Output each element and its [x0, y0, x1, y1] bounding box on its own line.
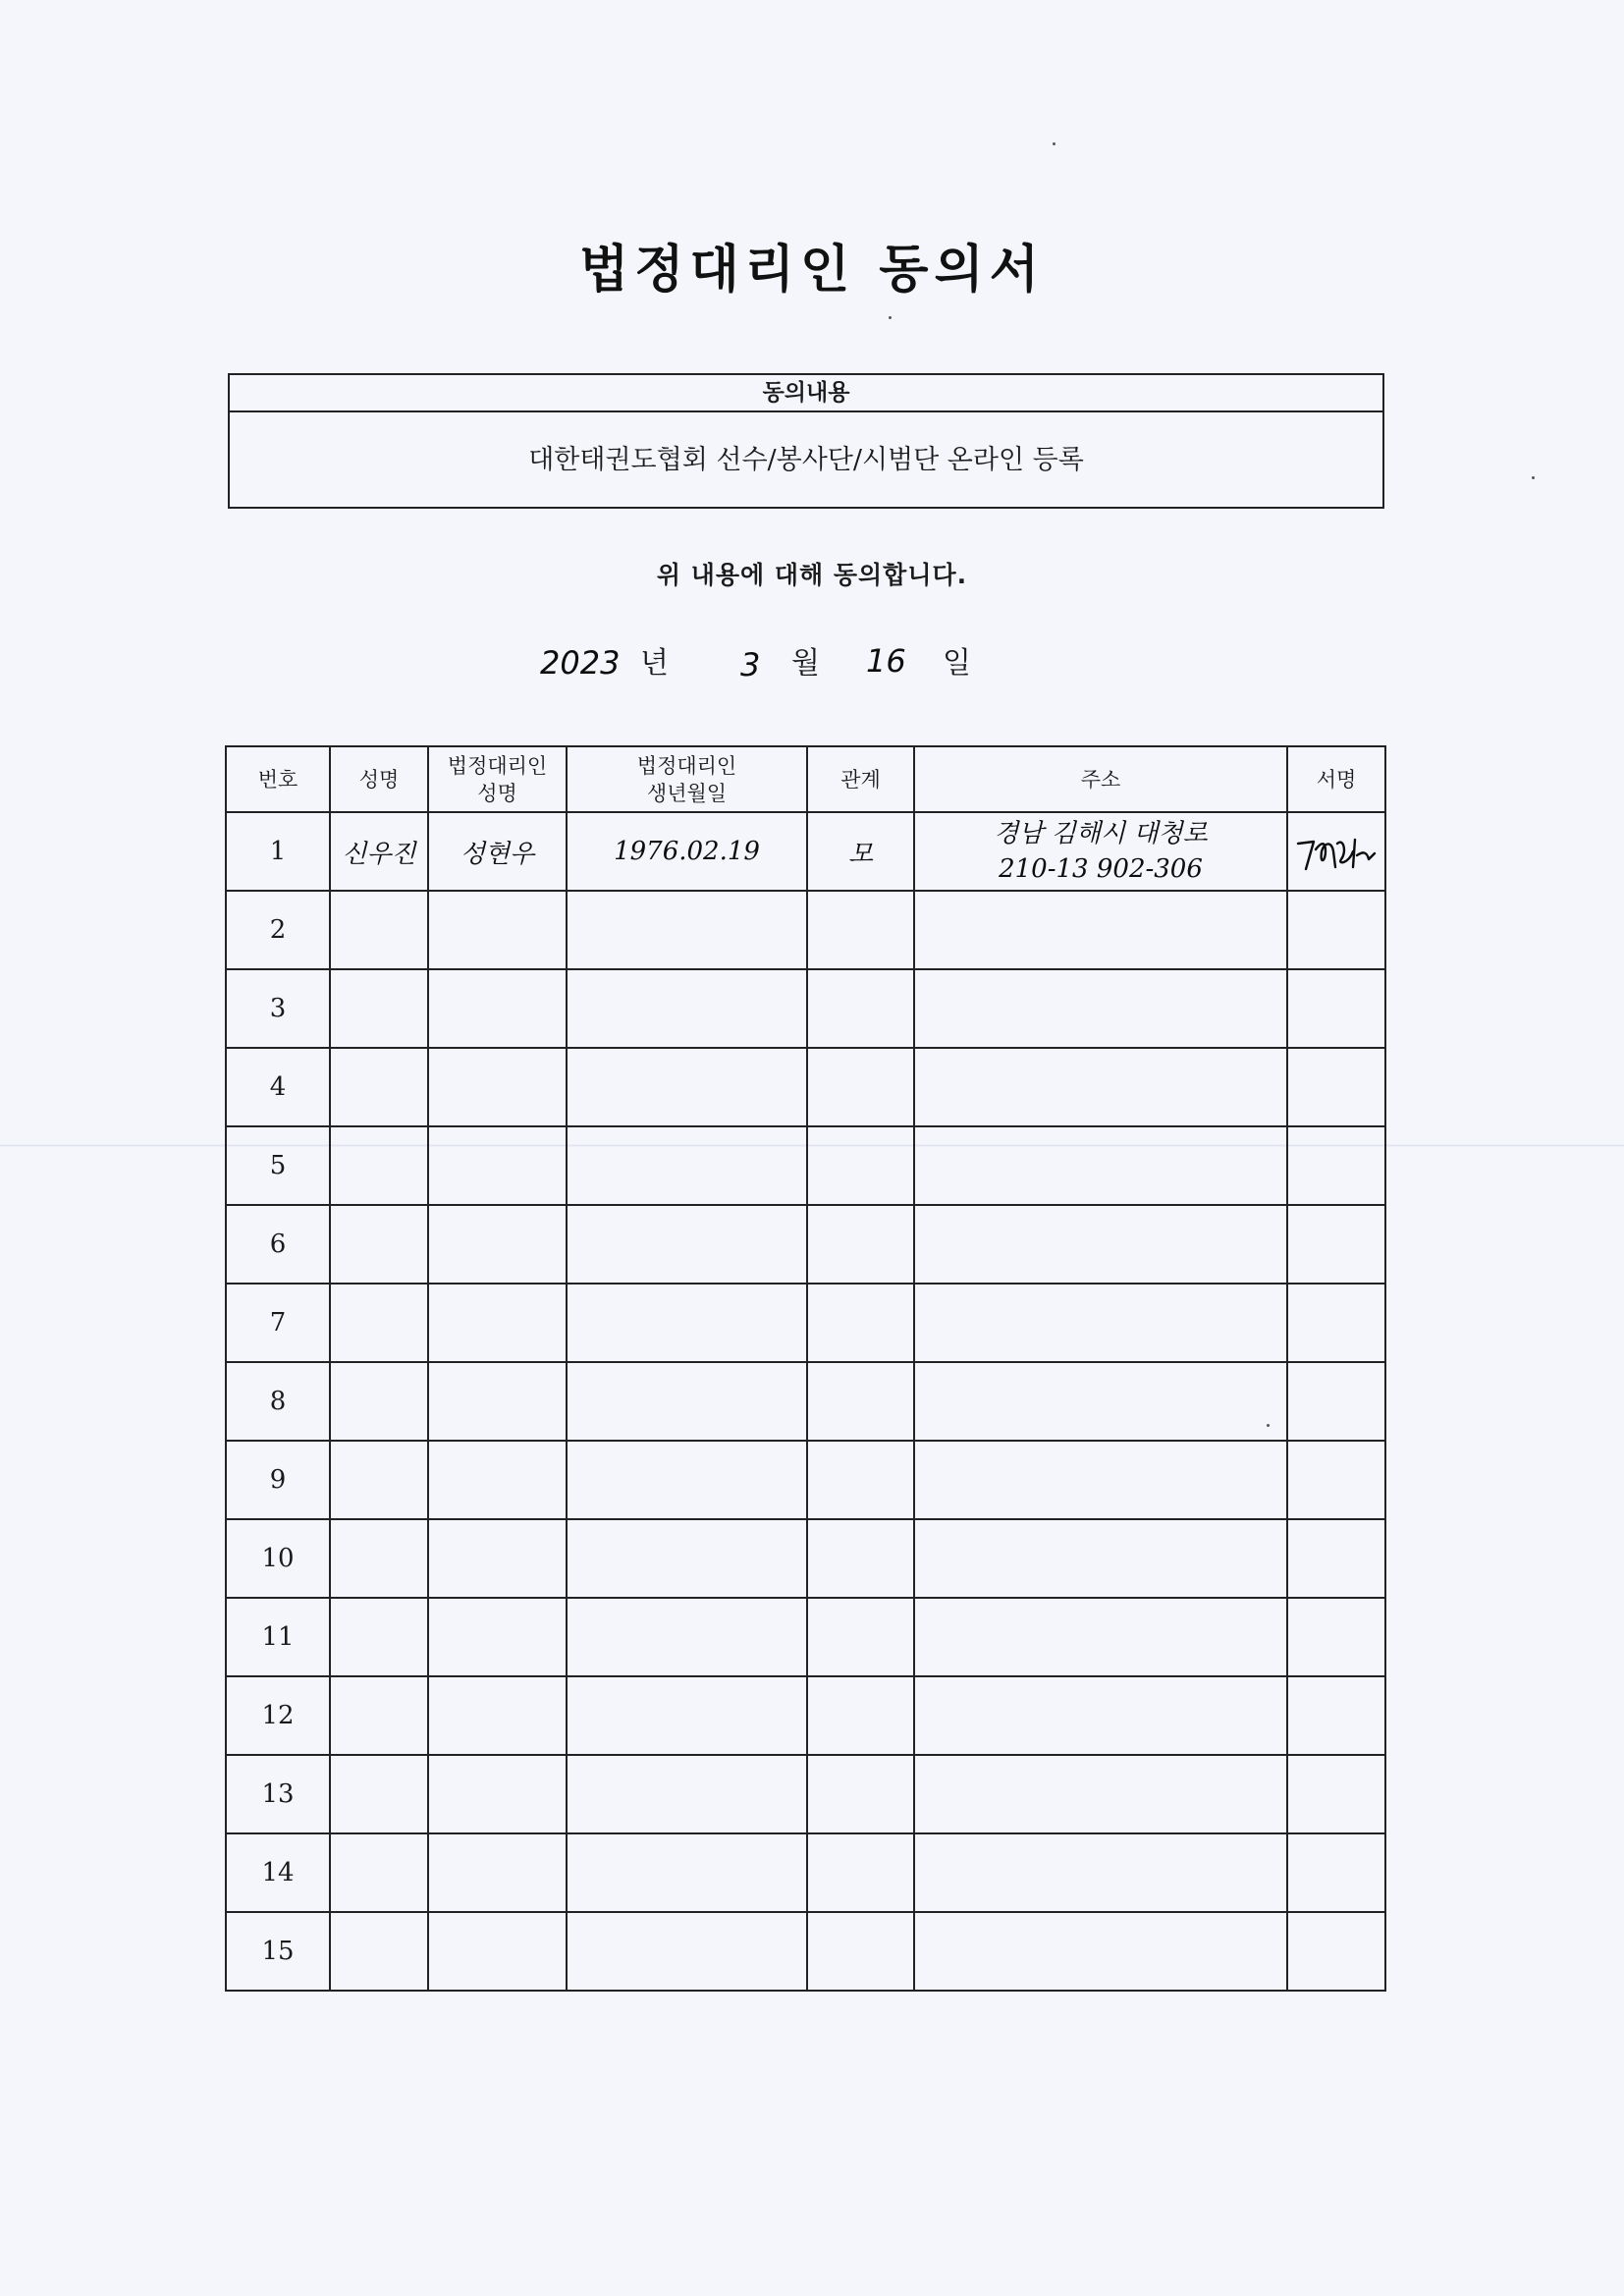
- header-guardian-birth-line1: 법정대리인: [636, 753, 737, 778]
- cell-relation: [807, 1362, 914, 1441]
- date-day-label: 일: [943, 646, 971, 681]
- cell-relation: [807, 1441, 914, 1519]
- cell-no: 2: [226, 891, 330, 969]
- cell-relation: [807, 1912, 914, 1991]
- cell-relation: [807, 1833, 914, 1912]
- cell-name: [330, 891, 428, 969]
- cell-signature: [1287, 1755, 1385, 1833]
- cell-relation: [807, 969, 914, 1048]
- header-signature: [1287, 746, 1385, 812]
- cell-relation: [807, 1519, 914, 1598]
- cell-address: [914, 1833, 1287, 1912]
- scan-speck: [1267, 1424, 1270, 1427]
- header-address-label: 주소: [1080, 767, 1121, 792]
- cell-address: [914, 1048, 1287, 1126]
- header-name: [330, 746, 428, 812]
- header-name-label: 성명: [358, 767, 400, 792]
- table-row: [226, 969, 1385, 1048]
- cell-signature: [1287, 1598, 1385, 1676]
- cell-no: 15: [226, 1912, 330, 1991]
- header-relation: [807, 746, 914, 812]
- header-relation-label: 관계: [840, 767, 881, 792]
- cell-relation: [807, 1205, 914, 1284]
- cell-signature: [1287, 1048, 1385, 1126]
- cell-name: [330, 1205, 428, 1284]
- cell-guardian-birth: [567, 1441, 807, 1519]
- cell-guardian-birth: [567, 1833, 807, 1912]
- table-row: [226, 1205, 1385, 1284]
- cell-no: 3: [226, 969, 330, 1048]
- table-row: [226, 1598, 1385, 1676]
- date-year: 2023: [540, 644, 621, 682]
- cell-name: [330, 1833, 428, 1912]
- cell-signature: [1287, 1912, 1385, 1991]
- cell-guardian-birth: [567, 891, 807, 969]
- table-row: [226, 1676, 1385, 1755]
- cell-guardian-name: [428, 1676, 567, 1755]
- cell-relation: [807, 1126, 914, 1205]
- table-row: [226, 1362, 1385, 1441]
- header-no-label: 번호: [257, 767, 298, 792]
- cell-signature: [1287, 1284, 1385, 1362]
- cell-no: 12: [226, 1676, 330, 1755]
- page-title: 법정대리인 동의서: [579, 241, 1045, 300]
- cell-name: [330, 1048, 428, 1126]
- date-day: 16: [866, 642, 906, 680]
- cell-no: 8: [226, 1362, 330, 1441]
- cell-guardian-name: [428, 1598, 567, 1676]
- registration-table: [225, 745, 1386, 1992]
- cell-signature: [1287, 891, 1385, 969]
- cell-no: 11: [226, 1598, 330, 1676]
- header-no: [226, 746, 330, 812]
- cell-name: [330, 1598, 428, 1676]
- cell-guardian-name: 성현우: [428, 812, 567, 891]
- cell-name: [330, 1362, 428, 1441]
- cell-no: 4: [226, 1048, 330, 1126]
- cell-guardian-birth: [567, 1048, 807, 1126]
- cell-relation: 모: [807, 812, 914, 891]
- cell-guardian-birth: [567, 1126, 807, 1205]
- cell-guardian-birth: [567, 969, 807, 1048]
- cell-signature: [1287, 969, 1385, 1048]
- cell-address: [914, 1362, 1287, 1441]
- cell-relation: [807, 1284, 914, 1362]
- header-signature-label: 서명: [1316, 767, 1357, 792]
- cell-name: [330, 1284, 428, 1362]
- cell-guardian-name: [428, 1048, 567, 1126]
- cell-signature: [1287, 1833, 1385, 1912]
- cell-guardian-birth: [567, 1519, 807, 1598]
- table-row: [226, 1126, 1385, 1205]
- consent-body: 대한태권도협회 선수/봉사단/시범단 온라인 등록: [528, 445, 1084, 475]
- table-row: [226, 1833, 1385, 1912]
- cell-address: [914, 1126, 1287, 1205]
- cell-guardian-name: [428, 1833, 567, 1912]
- table-row: [226, 812, 1385, 891]
- cell-guardian-birth: 1976.02.19: [567, 812, 807, 891]
- cell-name: [330, 1126, 428, 1205]
- cell-no: 1: [226, 812, 330, 891]
- cell-guardian-birth: [567, 1912, 807, 1991]
- cell-guardian-name: [428, 969, 567, 1048]
- header-guardian-name-line1: 법정대리인: [447, 753, 548, 778]
- scan-speck: [889, 316, 892, 319]
- date-year-label: 년: [640, 646, 669, 681]
- table-row: [226, 1519, 1385, 1598]
- cell-guardian-name: [428, 891, 567, 969]
- cell-relation: [807, 1676, 914, 1755]
- cell-signature: [1287, 1126, 1385, 1205]
- cell-guardian-name: [428, 1126, 567, 1205]
- cell-signature: [1287, 1441, 1385, 1519]
- cell-relation: [807, 1598, 914, 1676]
- cell-guardian-birth: [567, 1284, 807, 1362]
- cell-address: [914, 1441, 1287, 1519]
- cell-address: [914, 891, 1287, 969]
- cell-no: 13: [226, 1755, 330, 1833]
- cell-guardian-name: [428, 1519, 567, 1598]
- table-row: [226, 1048, 1385, 1126]
- cell-address-line2: 210-13 902-306: [999, 854, 1203, 884]
- cell-guardian-name: [428, 1205, 567, 1284]
- cell-signature: [1287, 1362, 1385, 1441]
- cell-guardian-name: [428, 1912, 567, 1991]
- cell-guardian-name: [428, 1284, 567, 1362]
- cell-address: [914, 1755, 1287, 1833]
- consent-box: [228, 373, 1384, 509]
- cell-no: 9: [226, 1441, 330, 1519]
- cell-no: 5: [226, 1126, 330, 1205]
- cell-name: [330, 969, 428, 1048]
- header-guardian-birth: [567, 746, 807, 812]
- cell-address: [914, 1205, 1287, 1284]
- date-month: 3: [740, 646, 761, 683]
- cell-no: 7: [226, 1284, 330, 1362]
- cell-relation: [807, 1755, 914, 1833]
- cell-guardian-name: [428, 1755, 567, 1833]
- cell-name: [330, 1912, 428, 1991]
- cell-guardian-name: [428, 1441, 567, 1519]
- table-row: [226, 1284, 1385, 1362]
- cell-guardian-birth: [567, 1362, 807, 1441]
- cell-relation: [807, 891, 914, 969]
- table-header-row: [226, 746, 1385, 812]
- cell-no: 10: [226, 1519, 330, 1598]
- cell-name: [330, 1755, 428, 1833]
- cell-guardian-birth: [567, 1676, 807, 1755]
- cell-name: [330, 1441, 428, 1519]
- cell-guardian-birth: [567, 1598, 807, 1676]
- table-row: [226, 1441, 1385, 1519]
- cell-address: [914, 969, 1287, 1048]
- cell-address: [914, 1519, 1287, 1598]
- cell-name: 신우진: [330, 812, 428, 891]
- header-guardian-name-line2: 성명: [477, 781, 517, 805]
- agreement-statement: 위 내용에 대해 동의합니다.: [656, 561, 968, 589]
- cell-no: 6: [226, 1205, 330, 1284]
- header-guardian-name: [428, 746, 567, 812]
- cell-signature: [1287, 1676, 1385, 1755]
- cell-guardian-birth: [567, 1205, 807, 1284]
- cell-signature: [1287, 1205, 1385, 1284]
- handwritten-signature: [1292, 822, 1380, 881]
- scan-speck: [1532, 476, 1535, 479]
- cell-name: [330, 1676, 428, 1755]
- cell-address: [914, 812, 1287, 891]
- cell-no: 14: [226, 1833, 330, 1912]
- cell-guardian-name: [428, 1362, 567, 1441]
- cell-signature: [1287, 1519, 1385, 1598]
- header-address: [914, 746, 1287, 812]
- consent-header: 동의내용: [230, 375, 1382, 412]
- cell-address: [914, 1912, 1287, 1991]
- cell-address-line1: 경남 김해시 대청로: [994, 819, 1208, 848]
- table-row: [226, 1912, 1385, 1991]
- date-month-label: 월: [791, 646, 820, 681]
- cell-signature: [1287, 812, 1385, 891]
- cell-address: [914, 1284, 1287, 1362]
- cell-address: [914, 1598, 1287, 1676]
- cell-name: [330, 1519, 428, 1598]
- cell-guardian-birth: [567, 1755, 807, 1833]
- header-guardian-birth-line2: 생년월일: [646, 781, 728, 805]
- table-row: [226, 1755, 1385, 1833]
- cell-relation: [807, 1048, 914, 1126]
- cell-address: [914, 1676, 1287, 1755]
- date-line: [530, 638, 1080, 687]
- table-row: [226, 891, 1385, 969]
- scan-speck: [1053, 142, 1056, 145]
